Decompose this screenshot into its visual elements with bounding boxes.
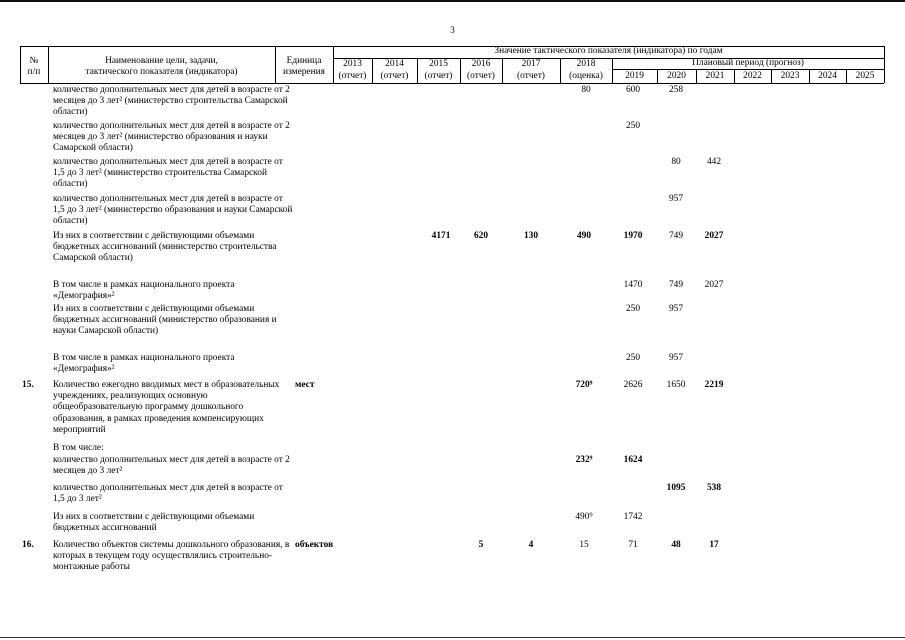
header-year: 2023 [780, 71, 800, 81]
indicator-text: количество дополнительных мест для детей в возрасте от 1,5 до 3 лет² [53, 483, 283, 505]
indicator-text: Количество объектов системы дошкольного образования, в которых в текущем году осуществлялись строительно-монтажные работы [53, 540, 290, 573]
page-bottom-edge [0, 637, 905, 638]
value-2019: 1470 [623, 280, 643, 290]
header-year-note: (отчет) [424, 71, 453, 81]
value-2015: 4171 [431, 231, 451, 241]
value-2021: 2219 [704, 380, 724, 390]
header-year: 2019 [625, 71, 644, 81]
value-2020: 957 [668, 304, 684, 314]
value-2018: 490 [576, 231, 592, 241]
value-2020: 749 [668, 231, 684, 241]
indicator-text: Из них в соответствии с действующими объемами бюджетных ассигнований [53, 512, 255, 534]
value-2018: 15 [579, 540, 589, 550]
page-top-edge [0, 0, 905, 2]
value-2021: 2027 [704, 231, 724, 241]
header-num: № п/п [27, 56, 41, 78]
unit: мест [295, 380, 315, 390]
value-2017: 4 [528, 540, 534, 550]
value-2019: 250 [625, 353, 641, 363]
value-2020: 80 [671, 157, 681, 167]
value-2019: 250 [625, 121, 641, 131]
indicator-text: В том числе: [53, 443, 104, 453]
value-2019: 2626 [623, 380, 643, 390]
header-year: 2013 [343, 59, 362, 69]
header-year-note: (отчет) [380, 71, 409, 81]
indicator-text: количество дополнительных мест для детей в возрасте от 2 месяцев до 3 лет² (министерство образования и науки Самарской области) [53, 121, 290, 154]
indicator-text: количество дополнительных мест для детей в возрасте от 1,5 до 3 лет² (министерство строительства Самарской области) [53, 157, 283, 190]
indicator-text: Количество ежегодно вводимых мест в образовательных учреждениях, реализующих основную общеобразовательную программу дошкольного образования, в рамках проведения компенсирующих мероприятий [53, 380, 280, 435]
value-2019: 250 [625, 304, 641, 314]
row-number: 16. [22, 540, 34, 550]
indicator-text: количество дополнительных мест для детей в возрасте от 2 месяцев до 3 лет² (министерство строительства Самарской области) [53, 85, 290, 118]
indicator-text: В том числе в рамках национального проекта «Демография»² [53, 353, 235, 375]
header-right-border [884, 46, 885, 83]
header-values-title: Значение тактического показателя (индикатора) по годам [494, 46, 723, 56]
header-planned-title: Плановый период (прогноз) [692, 58, 804, 68]
header-year: 2025 [855, 71, 875, 81]
header-year: 2018 [576, 59, 596, 69]
header-year: 2020 [667, 71, 686, 81]
value-2018: 490⁹ [575, 512, 593, 522]
indicator-text: В том числе в рамках национального проекта «Демография»² [53, 280, 235, 302]
unit: объектов [295, 540, 334, 550]
value-2017: 130 [523, 231, 539, 241]
value-2020: 1650 [666, 380, 686, 390]
header-unit: Единица измерения [283, 56, 325, 78]
indicator-text: количество дополнительных мест для детей в возрасте от 2 месяцев до 3 лет² [53, 455, 290, 477]
value-2019: 1970 [623, 231, 643, 241]
header-year: 2021 [705, 71, 725, 81]
row-number: 15. [22, 380, 34, 390]
value-2020: 258 [668, 85, 684, 95]
value-2019: 71 [628, 540, 638, 550]
header-year-note: (отчет) [467, 71, 495, 81]
header-year: 2014 [385, 59, 404, 69]
header-year: 2015 [429, 59, 448, 69]
value-2016: 5 [478, 540, 484, 550]
header-year: 2024 [818, 71, 837, 81]
value-2021: 2027 [704, 280, 724, 290]
value-2020: 1095 [666, 483, 686, 493]
indicator-text: Из них в соответствии с действующими объемами бюджетных ассигнований (министерство образования и науки Самарской области) [53, 304, 277, 337]
value-2020: 957 [668, 194, 684, 204]
value-2018: 80 [581, 85, 591, 95]
value-2019: 1624 [623, 455, 643, 465]
header-year-note: (отчет) [517, 71, 545, 81]
header-year-note: (оценка) [569, 71, 603, 81]
value-2020: 48 [671, 540, 681, 550]
value-2016: 620 [473, 231, 489, 241]
value-2019: 600 [625, 85, 641, 95]
header-year: 2022 [743, 71, 762, 81]
value-2021: 17 [709, 540, 719, 550]
value-2020: 749 [668, 280, 684, 290]
header-year: 2017 [521, 59, 541, 69]
value-2018: 232⁹ [575, 455, 593, 465]
value-2021: 538 [706, 483, 722, 493]
page-number: 3 [450, 25, 455, 35]
header-bottom-line [20, 83, 884, 84]
header-year-note: (отчет) [338, 71, 367, 81]
indicator-text: количество дополнительных мест для детей в возрасте от 1,5 до 3 лет² (министерство образования и науки Самарской области) [53, 194, 293, 227]
header-year: 2016 [471, 59, 491, 69]
indicator-text: Из них в соответствии с действующими объемами бюджетных ассигнований (министерство строительства Самарской области) [53, 231, 277, 264]
value-2018: 720⁹ [575, 380, 593, 390]
value-2021: 442 [706, 157, 722, 167]
value-2019: 1742 [623, 512, 643, 522]
value-2020: 957 [668, 353, 684, 363]
header-name: Наименование цели, задачи, тактического показателя (индикатора) [85, 56, 238, 78]
